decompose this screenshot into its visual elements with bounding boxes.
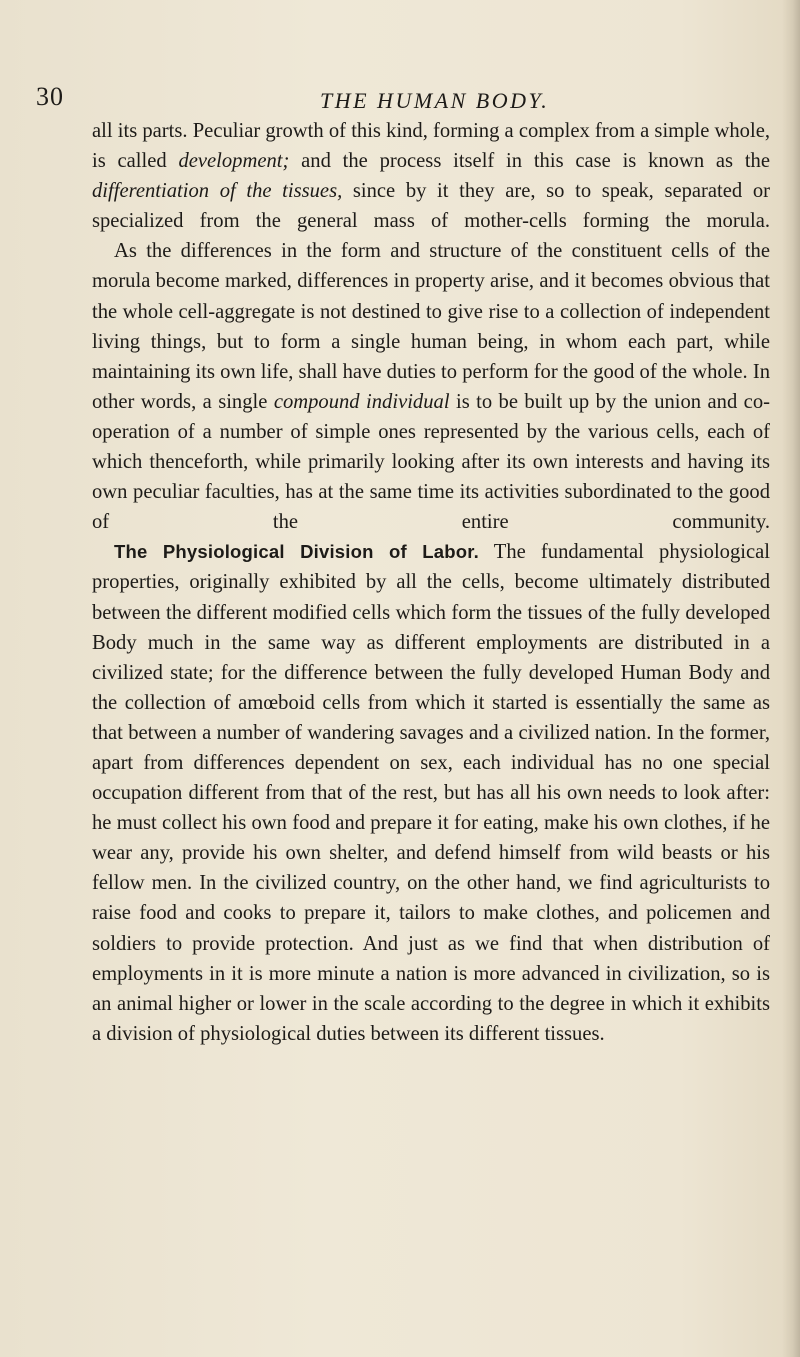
paragraph-1-segment: all its parts. Peculiar growth of this kind, forming a complex from a simple whole, is called xyxy=(92,120,770,173)
term-differentiation: differentiation of the tissues, xyxy=(92,180,343,203)
running-head: THE HUMAN BODY. xyxy=(320,88,550,113)
paragraph-1 xyxy=(92,116,770,236)
paragraph-2-segment: is to be built up by the union and co-operation of a number of simple ones represented by the various cells, each of which thenceforth, while primarily looking after its own interests and having its own peculiar faculties, has at the same time its activities subordinated to the good of the entire community. xyxy=(92,390,770,534)
section-sidehead: The Physiological Division of Labor. xyxy=(114,541,479,563)
paragraph-2 xyxy=(92,236,770,537)
paragraph-1-segment: since by it they are, so to speak, separated or specialized from the general mass of mother-cells forming the morula. xyxy=(92,180,770,233)
paragraph-3 xyxy=(92,537,770,1049)
page-edge-shadow xyxy=(782,0,800,1357)
term-development: development; xyxy=(178,150,290,173)
paragraph-3-segment: The fundamental physiological properties, originally exhibited by all the cells, become ultimately distributed between the different modified cells which form the tissues of the fully developed Body much in the same way as different employments are distributed in a civilized state; for the difference between the fully developed Human Body and the collection of amœboid cells from which it started is essentially the same as that between a number of wandering savages and a civilized nation. In the former, apart from differences dependent on sex, each individual has no one special occupation different from that of the rest, but has all his own needs to look after: he must collect his own food and prepare it for eating, make his own clothes, if he wear any, provide his own shelter, and defend himself from wild beasts or his fellow men. In the civilized country, on the other hand, we find agriculturists to raise food and cooks to prepare it, tailors to make clothes, and policemen and soldiers to provide protection. And just as we find that when distribution of employments in it is more minute a nation is more advanced in civilization, so is an animal higher or lower in the scale according to the degree in which it exhibits a division of physiological duties between its different tissues. xyxy=(92,541,770,1045)
page-number: 30 xyxy=(36,82,64,111)
paragraph-1-segment: and the process itself in this case is known as the xyxy=(289,150,770,173)
body-text xyxy=(92,116,770,1049)
paragraph-2-segment: As the differences in the form and structure of the constituent cells of the morula become marked, differences in property arise, and it becomes obvious that the whole cell-aggregate is not destined to give rise to a collection of independent living things, but to form a single human being, in whom each part, while maintaining its own life, shall have duties to perform for the good of the whole. In other words, a single xyxy=(92,240,770,413)
term-compound-individual: compound individual xyxy=(273,390,450,413)
